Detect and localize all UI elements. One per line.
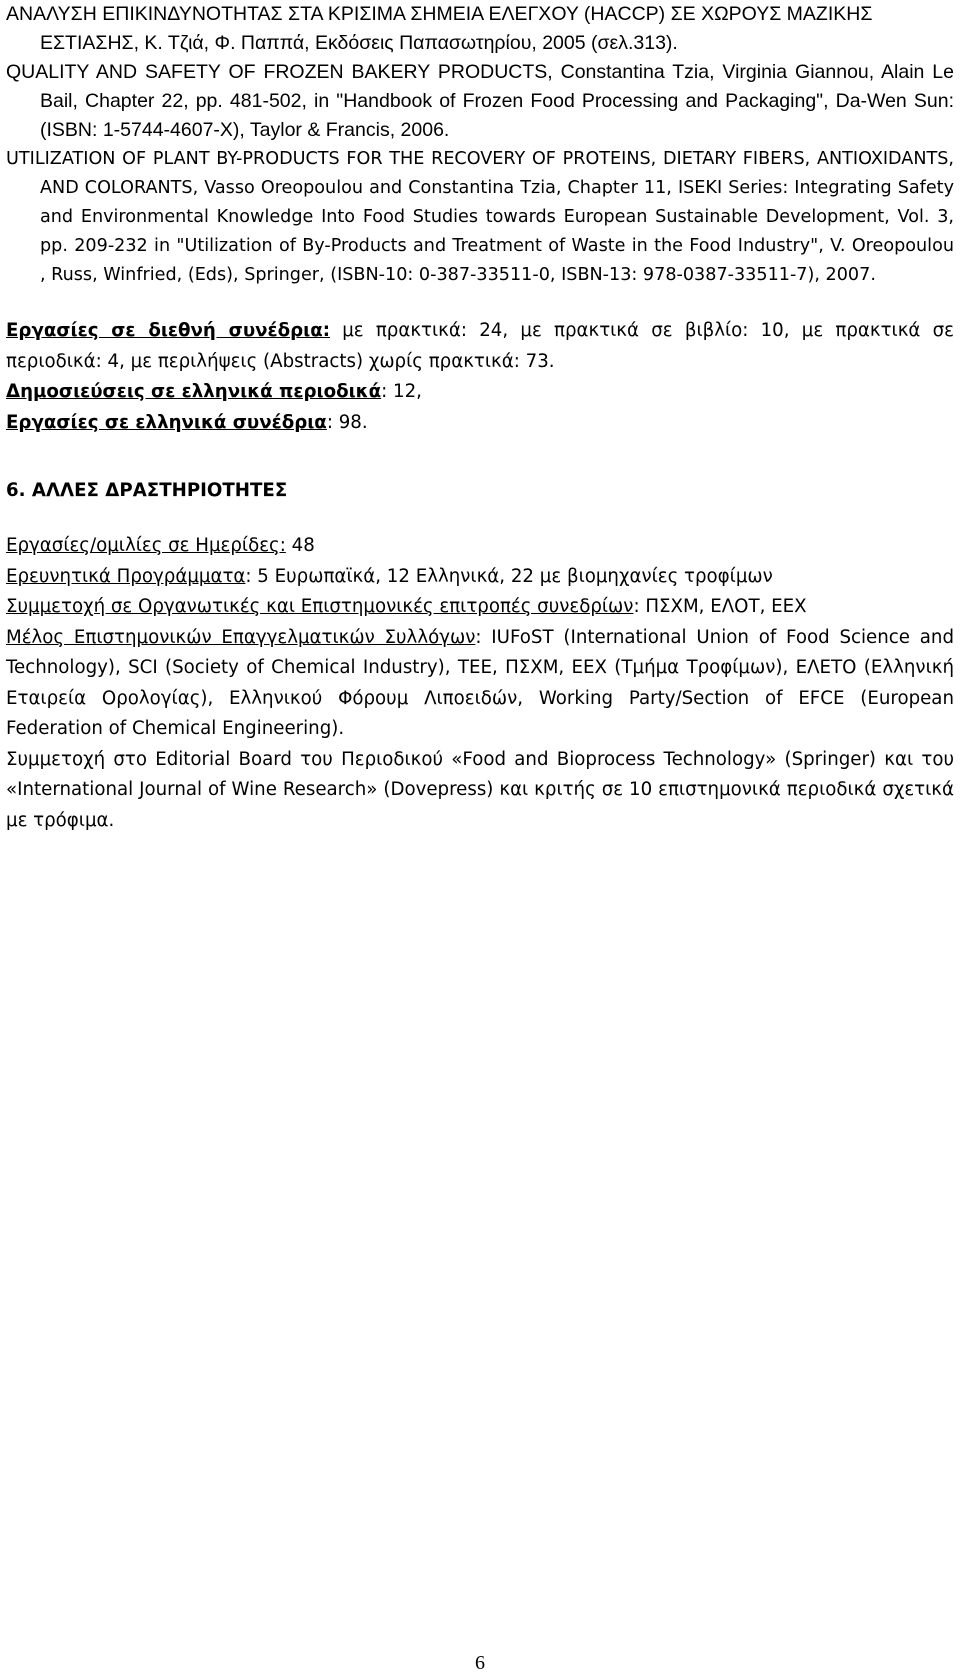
section-title: 6. ΑΛΛΕΣ ΔΡΑΣΤΗΡΙΟΤΗΤΕΣ [6,480,288,501]
committees [6,592,954,623]
reference-text: UTILIZATION OF PLANT BY-PRODUCTS FOR THE RECOVERY OF PROTEINS, DIETARY FIBERS, ANTIOXIDANTS, AND COLORANTS, Vasso Oreopoulou and Constantina Tzia, Chapter 11, ISEKI Series: Integrating Safety and Environmental Knowledge Into Food Studies towards European Sustainable Development, Vol. 3, pp. 209-232 in "Utilization of By-Products and Treatment of Waste in the Food Industry", V. Oreopoulou , Russ, Winfried, (Eds), Springer, (ISBN-10: 0-387-33511-0, ISBN-13: 978-0387-33511-7), 2007. [6,149,954,285]
publication-stats [6,316,954,438]
research-programs [6,562,954,593]
intl-conf-label: Εργασίες σε διεθνή συνέδρια: [6,320,330,341]
committees-value: : ΠΣΧΜ, ΕΛΟΤ, ΕΕΧ [633,596,807,617]
other-activities [6,531,954,836]
memberships-value: : IUFoST (International Union of Food Science and Technology), SCI (Society of Chemical Industry), ΤΕΕ, ΠΣΧΜ, ΕΕΧ (Τμήμα Τροφίμων), ΕΛΕΤΟ (Ελληνική Εταιρεία Ορολογίας), Ελληνικού Φόρουμ Λιποειδών, Working Party/Section of EFCE (European Federation of Chemical Engineering). [6,626,954,739]
reference-item [6,0,954,58]
committees-label: Συμμετοχή σε Οργανωτικές και Επιστημονικές επιτροπές συνεδρίων [6,596,634,617]
greek-conferences [6,408,954,439]
document-page [6,0,954,836]
workshops-value: 48 [285,535,315,556]
reference-line: ΕΣΤΙΑΣΗΣ, Κ. Τζιά, Φ. Παππά, Εκδόσεις Παπασωτηρίου, 2005 (σελ.313). [40,32,678,54]
greek-conf-label: Εργασίες σε ελληνικά συνέδρια [6,411,327,433]
workshops [6,531,954,562]
programs-value: : 5 Ευρωπαϊκά, 12 Ελληνικά, 22 με βιομηχανίες τροφίμων [245,565,773,587]
memberships [6,623,954,745]
reference-line: ΑΝΑΛΥΣΗ ΕΠΙΚΙΝΔΥΝΟΤΗΤΑΣ ΣΤΑ ΚΡΙΣΙΜΑ ΣΗΜΕΙΑ ΕΛΕΓΧΟΥ (HACCP) ΣΕ ΧΩΡΟΥΣ ΜΑΖΙΚΗΣ [6,3,873,25]
memberships-label: Μέλος Επιστημονικών Επαγγελματικών Συλλόγων [6,626,476,648]
greek-conf-text: : 98. [326,411,368,433]
intl-conferences [6,316,954,377]
greek-journals-text: : 12, [381,381,422,402]
greek-journals-label: Δημοσιεύσεις σε ελληνικά περιοδικά [6,381,382,402]
programs-label: Ερευνητικά Προγράμματα [6,565,246,587]
greek-journals [6,377,954,408]
reference-item [6,58,954,145]
editorial-board: Συμμετοχή στο Editorial Board του Περιοδικού «Food and Bioprocess Technology» (Springer) και του «International Journal of Wine Research» (Dovepress) και κριτής σε 10 επιστημονικά περιοδικά σχετικά με τρόφιμα. [6,748,954,831]
intl-conf-text: με πρακτικά: 24, με πρακτικά σε βιβλίο: 10, με πρακτικά σε περιοδικά: 4, με περιλήψεις (Abstracts) χωρίς πρακτικά: 73. [6,320,954,372]
workshops-label: Εργασίες/ομιλίες σε Ημερίδες: [6,535,286,556]
reference-item [6,145,954,290]
reference-text: QUALITY AND SAFETY OF FROZEN BAKERY PRODUCTS, Constantina Tzia, Virginia Giannou, Alain Le Bail, Chapter 22, pp. 481-502, in "Handbook of Frozen Food Processing and Packaging", Da-Wen Sun: (ISBN: 1-5744-4607-X), Taylor & Francis, 2006. [6,61,954,141]
page-number: 6 [475,1652,485,1674]
